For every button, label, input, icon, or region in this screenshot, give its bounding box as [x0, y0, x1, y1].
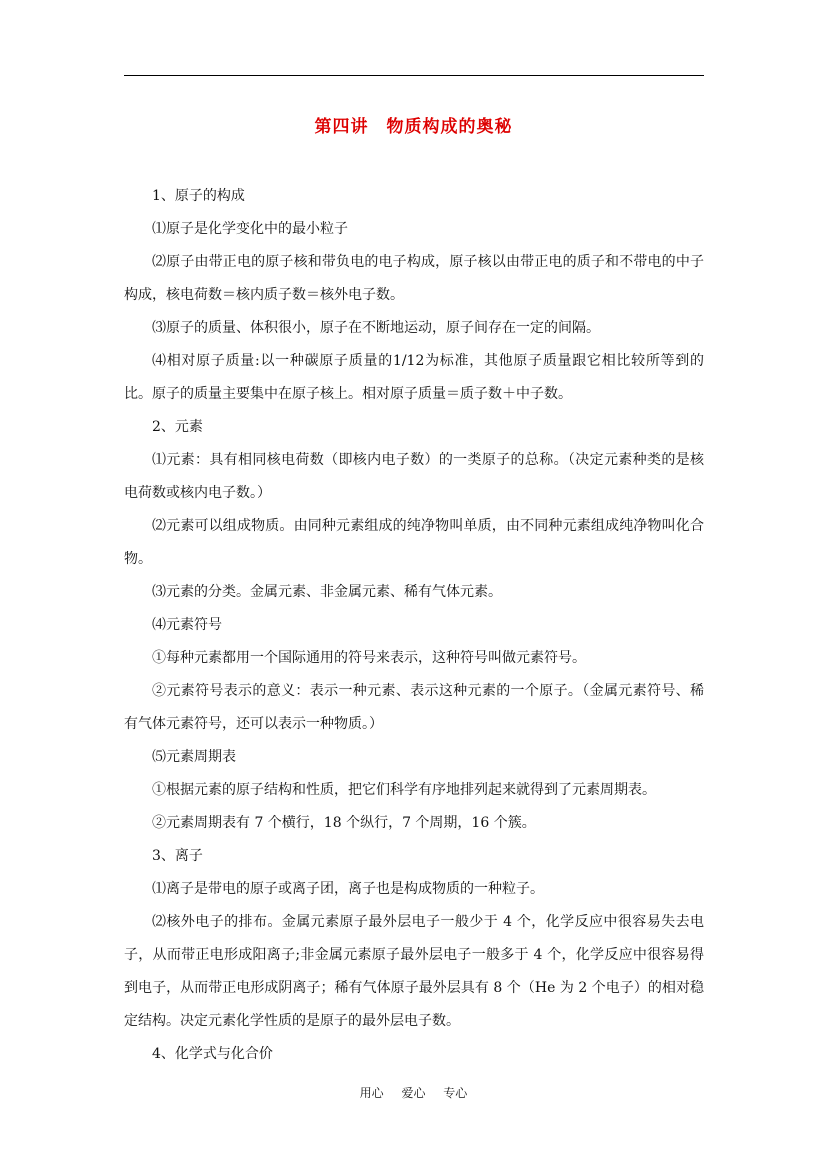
document-body: [124, 180, 704, 1071]
section-heading-element: 2、元素: [152, 419, 203, 435]
page-title: 第四讲 物质构成的奥秘: [314, 117, 513, 137]
paragraph: ②元素周期表有 7 个横行，18 个纵行，7 个周期，16 个簇。: [152, 815, 536, 831]
paragraph: ⑵元素可以组成物质。由同种元素组成的纯净物叫单质，由不同种元素组成纯净物叫化合物。: [124, 518, 704, 567]
paragraph: ⑶原子的质量、体积很小，原子在不断地运动，原子间存在一定的间隔。: [152, 320, 600, 336]
paragraph: ⑴离子是带电的原子或离子团，离子也是构成物质的一种粒子。: [152, 881, 544, 897]
paragraph: ⑶元素的分类。金属元素、非金属元素、稀有气体元素。: [152, 584, 502, 600]
section-heading-ion: 3、离子: [152, 848, 203, 864]
paragraph: ⑵原子由带正电的原子核和带负电的电子构成，原子核以由带正电的质子和不带电的中子构成，核电荷数＝核内质子数＝核外电子数。: [124, 254, 704, 303]
paragraph: ⑷元素符号: [152, 617, 222, 633]
paragraph: ⑵核外电子的排布。金属元素原子最外层电子一般少于 4 个，化学反应中很容易失去电子，从而带正电形成阳离子;非金属元素原子最外层电子一般多于 4 个，化学反应中很容易得到电子，从而带正电形成阴离子；稀有气体原子最外层具有 8 个（He 为 2 个电子）的相对稳定结构。决定元素化学性质的是原子的最外层电子数。: [124, 914, 704, 1029]
paragraph: ②元素符号表示的意义：表示一种元素、表示这种元素的一个原子。（金属元素符号、稀有气体元素符号，还可以表示一种物质。）: [124, 683, 704, 732]
paragraph: ①每种元素都用一个国际通用的符号来表示，这种符号叫做元素符号。: [152, 650, 586, 666]
header-rule: [124, 75, 704, 76]
paragraph: ⑴元素：具有相同核电荷数（即核内电子数）的一类原子的总称。（决定元素种类的是核电荷数或核内电子数。）: [124, 452, 704, 501]
paragraph: ①根据元素的原子结构和性质，把它们科学有序地排列起来就得到了元素周期表。: [152, 782, 656, 798]
paragraph: ⑸元素周期表: [152, 749, 236, 765]
section-heading-formula: 4、化学式与化合价: [152, 1046, 273, 1062]
section-heading-atom: 1、原子的构成: [152, 188, 245, 204]
paragraph: ⑴原子是化学变化中的最小粒子: [152, 221, 348, 237]
paragraph: ⑷相对原子质量:以一种碳原子质量的1/12为标准，其他原子质量跟它相比较所等到的比。原子的质量主要集中在原子核上。相对原子质量＝质子数＋中子数。: [124, 353, 704, 402]
page-footer: 用心 爱心 专心: [359, 1086, 468, 1100]
